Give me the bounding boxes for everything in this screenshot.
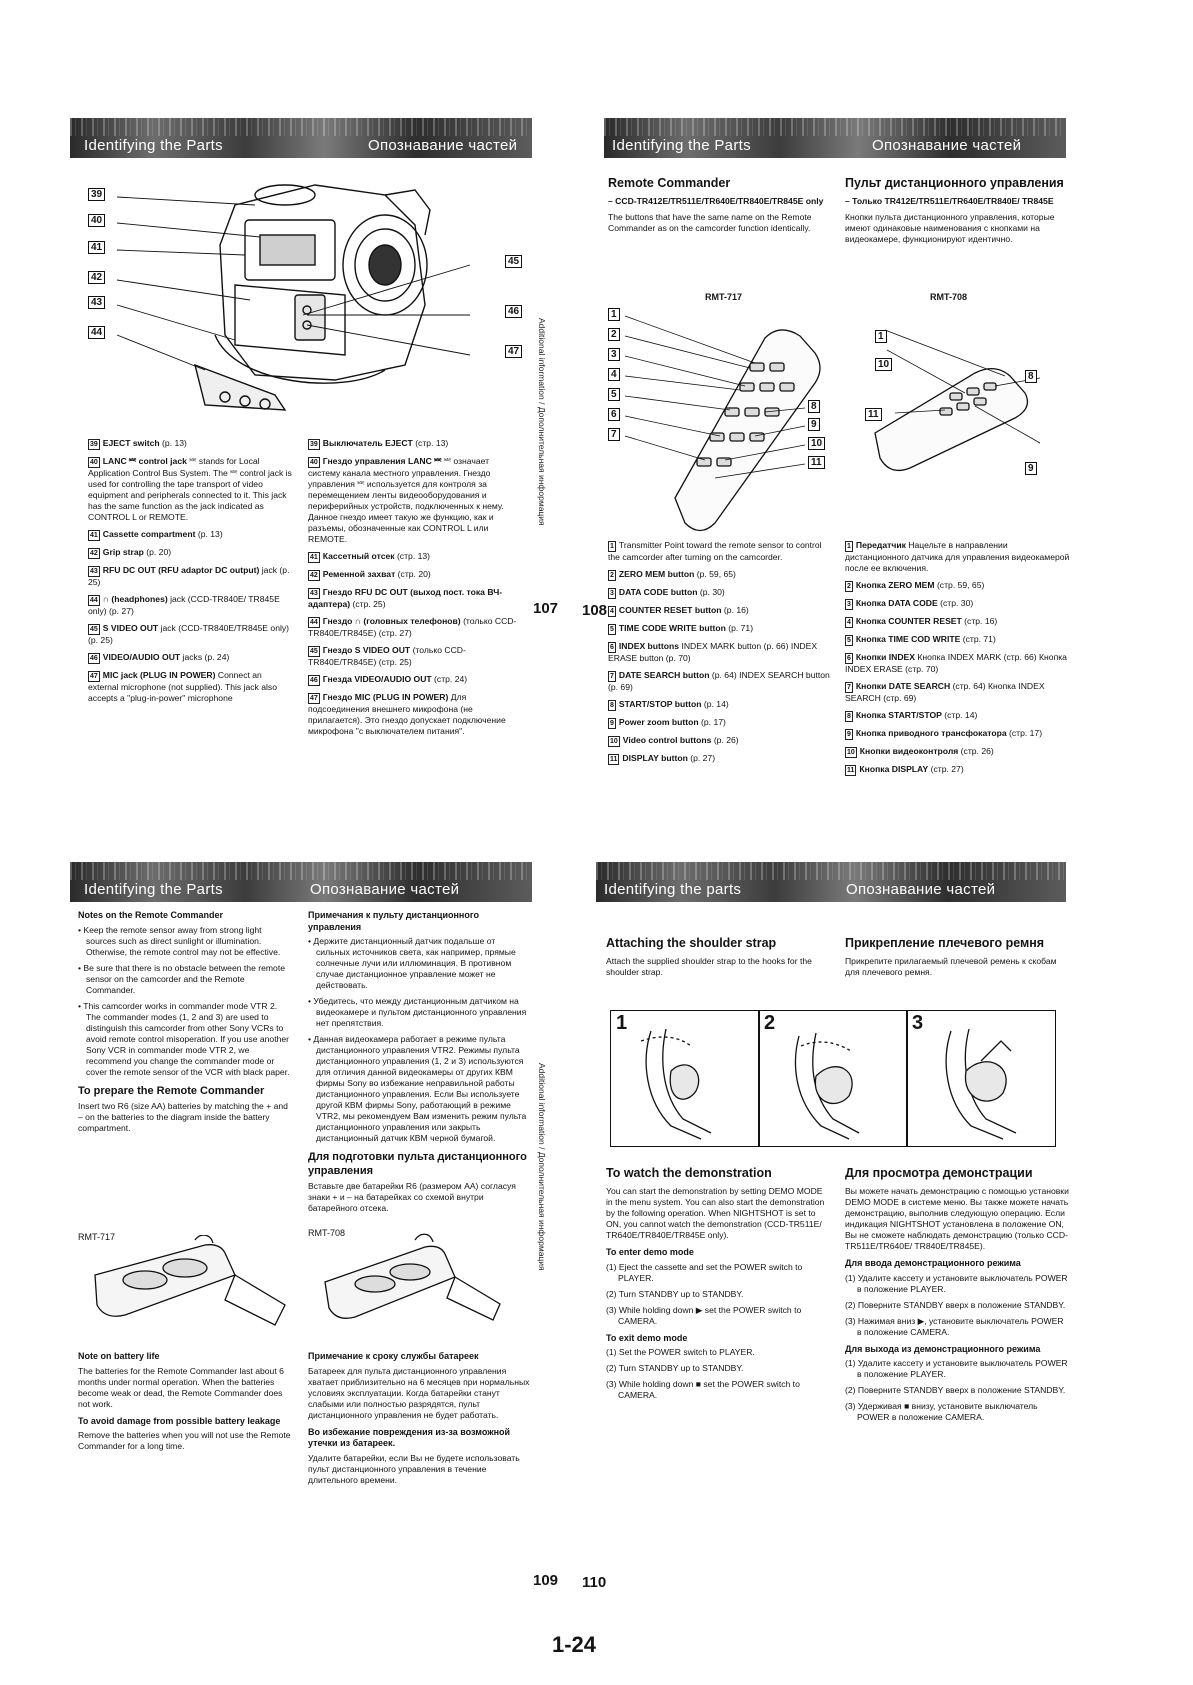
callout-46: 46: [505, 305, 522, 318]
list-item: 4 Кнопка COUNTER RESET (стр. 16): [847, 616, 998, 626]
note-bullet: • Keep the remote sensor away from strong light sources such as direct sunlight or illumination. Otherwise, the remote control may not be effective.: [78, 924, 281, 957]
note-bullet: • Be sure that there is no obstacle between the remote sensor on the camcorder and the Remote Commander.: [78, 962, 285, 995]
exit-title: Для выхода из демонстрационного режима: [845, 1343, 1041, 1354]
list-item: 46 VIDEO/AUDIO OUT jacks (p. 24): [90, 652, 230, 662]
callout-9: 9: [808, 418, 820, 431]
callout-40: 40: [88, 214, 105, 227]
demo-text: Вы можете начать демонстрацию с помощью установки DEMO MODE в системе меню. Вы также можете начать демонстрацию, выполнив следующую операцию. Если индикация NIGHTSHOT установлена в положение ON, Вы не сможете наблюдать демонстрацию (только CCD-TR511E/TR640E/ TR840E/TR845E).: [845, 1186, 1069, 1251]
banner-title-en: Identifying the parts: [604, 881, 742, 898]
prepare-text: Вставьте две батарейки R6 (размером AA) согласуя знаки + и – на батарейках со схемой внутри батарейного отсека.: [308, 1181, 516, 1214]
callout-10: 10: [808, 437, 825, 450]
list-item: 47 Гнездо MIC (PLUG IN POWER) Для подсоединения внешнего микрофона (не прилагается). Это гнездо допускает подключение микрофона "с выключателем питания".: [308, 692, 506, 736]
banner-title-en: Identifying the Parts: [612, 137, 751, 154]
banner-p107: [70, 118, 532, 158]
enter-step: (1) Удалите кассету и установите выключатель POWER в положение PLAYER.: [845, 1272, 1068, 1294]
step-number-1: 1: [616, 1012, 628, 1034]
exit-step: (3) While holding down ■ set the POWER switch to CAMERA.: [606, 1379, 800, 1401]
remote-717-illustration: [605, 308, 835, 538]
page-number-110: 110: [582, 1574, 607, 1591]
list-item: 5 TIME CODE WRITE button (p. 71): [610, 623, 754, 633]
p110-attach-ru: [845, 935, 1070, 983]
p108-en-list: [608, 540, 833, 771]
banner-p108: [604, 118, 1066, 158]
list-item: 7 DATE SEARCH button (p. 64) INDEX SEARCH button (p. 69): [608, 670, 830, 692]
battery-insert-717-illustration: [85, 1235, 295, 1335]
callout-9: 9: [1025, 462, 1037, 475]
p110-demo-en: [606, 1165, 831, 1406]
attach-text: Прикрепите прилагаемый плечевой ремень к скобам для плечевого ремня.: [845, 956, 1057, 977]
note-bullet: • Убедитесь, что между дистанционным датчиком на видеокамере и пультом дистанционного управления нет препятствия.: [308, 996, 527, 1029]
shoulder-strap-illustration: [611, 1011, 1055, 1144]
callout-8: 8: [1025, 370, 1037, 383]
list-item: 39 Выключатель EJECT (стр. 13): [310, 438, 449, 448]
p107-ru-list: [308, 438, 523, 743]
callout-4: 4: [608, 368, 620, 381]
list-item: 41 Cassette compartment (p. 13): [90, 529, 223, 539]
callout-41: 41: [88, 241, 105, 254]
list-item: 10 Кнопки видеоконтроля (стр. 26): [847, 746, 994, 756]
callout-1: 1: [875, 330, 887, 343]
attach-text: Attach the supplied shoulder strap to the hooks for the shoulder strap.: [606, 956, 812, 977]
list-item: 11 DISPLAY button (p. 27): [610, 753, 716, 763]
list-item: 8 START/STOP button (p. 14): [610, 699, 729, 709]
list-item: 43 Гнездо RFU DC OUT (выход пост. тока ВЧ-адаптера) (стр. 25): [308, 587, 503, 609]
exit-title: To exit demo mode: [606, 1332, 688, 1343]
models-text: – Только TR412E/TR511E/TR640E/TR840E/ TR845E: [845, 196, 1054, 206]
list-item: 2 ZERO MEM button (p. 59, 65): [610, 569, 736, 579]
list-item: 11 Кнопка DISPLAY (стр. 27): [847, 764, 964, 774]
banner-title-en: Identifying the Parts: [84, 137, 223, 154]
exit-step: (1) Удалите кассету и установите выключатель POWER в положение PLAYER.: [845, 1358, 1068, 1380]
list-item: 8 Кнопка START/STOP (стр. 14): [847, 710, 978, 720]
attach-title: Прикрепление плечевого ремня: [845, 936, 1045, 950]
leak-text: Удалите батарейки, если Вы не будете использовать пульт дистанционного управления в течение длительного времени.: [308, 1452, 520, 1485]
list-item: 39 EJECT switch (p. 13): [90, 438, 187, 448]
callout-5: 5: [608, 388, 620, 401]
list-item: 1 Transmitter Point toward the remote sensor to control the camcorder after turning on the camcorder.: [608, 540, 822, 562]
leak-text: Remove the batteries when you will not use the Remote Commander for a long time.: [78, 1430, 291, 1452]
p109-ru-battery: [308, 1345, 530, 1491]
callout-11: 11: [865, 408, 882, 421]
desc-text: Кнопки пульта дистанционного управления, которые имеют одинаковые наименования с кнопками на видеокамере, функционируют идентично.: [845, 212, 1055, 244]
step-number-3: 3: [912, 1012, 924, 1034]
sheet-number: 1-24: [552, 1632, 597, 1657]
p108-intro-en: [608, 175, 833, 239]
list-item: 45 S VIDEO OUT jack (CCD-TR840E/TR845E only) (p. 25): [88, 623, 290, 645]
list-item: 47 MIC jack (PLUG IN POWER) Connect an external microphone (not supplied). This jack also accepts a "plug-in-power" microphone: [88, 670, 277, 703]
p107-en-list: [88, 438, 293, 710]
list-item: 3 DATA CODE button (p. 30): [610, 587, 725, 597]
banner-p110: [596, 862, 1066, 902]
callout-44: 44: [88, 326, 105, 339]
p109-en-column: [78, 910, 293, 1139]
list-item: 7 Кнопки DATE SEARCH (стр. 64) Кнопка INDEX SEARCH (стр. 69): [845, 681, 1045, 703]
rmt-717-label-p109: RMT-717: [78, 1232, 116, 1242]
callout-7: 7: [608, 428, 620, 441]
list-item: 9 Кнопка приводного трансфокатора (стр. 17): [847, 728, 1043, 738]
exit-step: (1) Set the POWER switch to PLAYER.: [606, 1347, 755, 1358]
section-title: Remote Commander: [608, 176, 731, 190]
list-item: 3 Кнопка DATA CODE (стр. 30): [847, 598, 974, 608]
battery-title: Note on battery life: [78, 1351, 160, 1361]
banner-title-ru: Опознавание частей: [846, 881, 996, 898]
notes-title: Notes on the Remote Commander: [78, 910, 224, 920]
callout-42: 42: [88, 271, 105, 284]
battery-text: Батареек для пульта дистанционного управления хватает приблизительно на 6 месяцев при нормальных условиях эксплуатации. Когда батарейки станут слабыми или полностью разрядятся, пульт дистанционного управления не будет работать.: [308, 1365, 530, 1420]
enter-step: (3) Нажимая вниз ▶, установите выключатель POWER в положение CAMERA.: [845, 1315, 1064, 1337]
section-title: Пульт дистанционного управления: [845, 176, 1064, 190]
list-item: 44 ∩ (headphones) jack (CCD-TR840E/ TR845E only) (p. 27): [88, 594, 280, 616]
demo-title: Для просмотра демонстрации: [845, 1166, 1033, 1180]
banner-title-ru: Опознавание частей: [872, 137, 1022, 154]
note-bullet: • This camcorder works in commander mode VTR 2. The commander modes (1, 2 and 3) are used to distinguish this camcorder from other Sony VCRs to avoid remote control misoperation. If you use another Sony VCR in commander mode VTR 2, we recommend you change the commander mode or cover the remote sensor of the VCR with black paper.: [78, 1000, 290, 1077]
rmt-708-label-p109: RMT-708: [308, 1228, 346, 1238]
callout-39: 39: [88, 188, 105, 201]
list-item: 4 COUNTER RESET button (p. 16): [610, 605, 749, 615]
list-item: 40 Гнездо управления LANC ⎃ ⎃ означает систему канала местного управления. Гнездо управления ⎃ используется для контроля за перемещением ленты видеооборудования и периферийных устройств, подключенных к нему. Данное гнездо имеет такую же функцию, как и разъемы, обозначенные как CONTROL L или REMOTE.: [308, 456, 504, 544]
rmt-717-label: RMT-717: [705, 292, 743, 302]
battery-title: Примечание к сроку службы батареек: [308, 1351, 479, 1361]
prepare-title: Для подготовки пульта дистанционного управления: [308, 1151, 527, 1178]
list-item: 41 Кассетный отсек (стр. 13): [310, 551, 431, 561]
attach-title: Attaching the shoulder strap: [606, 936, 777, 950]
callout-2: 2: [608, 328, 620, 341]
exit-step: (2) Поверните STANDBY вверх в положение STANDBY.: [845, 1385, 1066, 1396]
list-item: 6 Кнопки INDEX Кнопка INDEX MARK (стр. 66) Кнопка INDEX ERASE (стр. 70): [845, 652, 1067, 674]
list-item: 10 Video control buttons (p. 26): [610, 735, 739, 745]
list-item: 1 Передатчик Нацельте в направлении дистанционного датчика для управления видеокамерой после ее включения.: [845, 540, 1070, 573]
enter-title: To enter demo mode: [606, 1247, 694, 1257]
enter-title: Для ввода демонстрационного режима: [845, 1258, 1021, 1268]
p110-demo-ru: [845, 1165, 1070, 1428]
list-item: 6 INDEX buttons INDEX MARK button (p. 66) INDEX ERASE button (p. 70): [608, 641, 818, 663]
notes-title: Примечания к пульту дистанционного управления: [308, 910, 479, 932]
models-text: – CCD-TR412E/TR511E/TR640E/TR840E/TR845E only: [608, 196, 824, 206]
list-item: 43 RFU DC OUT (RFU adaptor DC output) jack (p. 25): [88, 565, 290, 587]
list-item: 46 Гнезда VIDEO/AUDIO OUT (стр. 24): [310, 674, 468, 684]
leak-title: Во избежание повреждения из-за возможной утечки из батареек.: [308, 1426, 511, 1449]
callout-47: 47: [505, 345, 522, 358]
enter-step: (2) Поверните STANDBY вверх в положение STANDBY.: [845, 1299, 1066, 1310]
exit-step: (2) Turn STANDBY up to STANDBY.: [606, 1363, 744, 1374]
banner-title-ru: Опознавание частей: [310, 881, 460, 898]
page-number-108: 108: [582, 602, 608, 619]
note-bullet: • Данная видеокамера работает в режиме пульта дистанционного управления VTR2. Режимы пульта дистанционного управления (1, 2 и 3) используются для отличия данной видеокамеры от других КВМ фирмы Sony во избежание неправильной работы дистанционного управления. Если Вы используете другой КВМ фирмы Sony, работающий в режиме VTR2, мы рекомендуем Вам изменить режим пульта дистанционного управления или закрыть дистанционный датчик КВМ черной бумагой.: [308, 1034, 527, 1144]
camcorder-illustration: [85, 165, 525, 415]
rmt-708-label: RMT-708: [930, 292, 968, 302]
note-bullet: • Держите дистанционный датчик подальше от сильных источников света, как например, прямые солнечные лучи или иллюминация. В противном случае дистанционное управление может не действовать.: [308, 936, 516, 991]
callout-10: 10: [875, 358, 892, 371]
p108-ru-list: [845, 540, 1070, 782]
p110-attach-en: [606, 935, 831, 983]
demo-title: To watch the demonstration: [606, 1166, 772, 1180]
prepare-title: To prepare the Remote Commander: [78, 1084, 265, 1097]
prepare-text: Insert two R6 (size AA) batteries by matching the + and – on the batteries to the diagram inside the battery compartment.: [78, 1100, 288, 1133]
list-item: 5 Кнопка TIME COD WRITE (стр. 71): [847, 634, 996, 644]
banner-p109: [70, 862, 532, 902]
battery-text: The batteries for the Remote Commander last about 6 months under normal operation. When the batteries become weak or dead, the Remote Commander does not work.: [78, 1365, 284, 1409]
list-item: 42 Grip strap (p. 20): [90, 547, 172, 557]
desc-text: The buttons that have the same name on the Remote Commander as on the camcorder function identically.: [608, 212, 812, 233]
list-item: 2 Кнопка ZERO MEM (стр. 59, 65): [847, 580, 985, 590]
side-text-p109: Additional information / Дополнительная информация: [537, 1063, 547, 1271]
page-number-107: 107: [533, 600, 559, 617]
banner-title-ru: Опознавание частей: [368, 137, 518, 154]
p109-ru-column: [308, 910, 530, 1219]
callout-1: 1: [608, 308, 620, 321]
callout-3: 3: [608, 348, 620, 361]
demo-text: You can start the demonstration by setting DEMO MODE in the menu system. You can also start the demonstration by the following operation. When NIGHTSHOT is set to ON, you cannot watch the demonstration (CCD-TR511E/ TR640E/TR840E/TR845E only).: [606, 1186, 825, 1240]
enter-step: (2) Turn STANDBY up to STANDBY.: [606, 1288, 744, 1299]
callout-43: 43: [88, 296, 105, 309]
side-text-p107: Additional information / Дополнительная информация: [537, 318, 547, 526]
list-item: 9 Power zoom button (p. 17): [610, 717, 726, 727]
enter-step: (3) While holding down ▶ set the POWER switch to CAMERA.: [606, 1304, 802, 1326]
banner-title-en: Identifying the Parts: [84, 881, 223, 898]
callout-6: 6: [608, 408, 620, 421]
list-item: 42 Ременной захват (стр. 20): [310, 569, 431, 579]
p109-en-battery: [78, 1345, 293, 1457]
list-item: 45 Гнездо S VIDEO OUT (только CCD-TR840E/TR845E) (стр. 25): [308, 645, 466, 667]
enter-step: (1) Eject the cassette and set the POWER switch to PLAYER.: [606, 1261, 803, 1283]
battery-insert-708-illustration: [315, 1232, 515, 1332]
list-item: 44 Гнездо ∩ (головных телефонов) (только CCD-TR840E/TR845E) (стр. 27): [308, 616, 517, 638]
callout-8: 8: [808, 400, 820, 413]
page-number-109: 109: [533, 1572, 559, 1589]
leak-title: To avoid damage from possible battery leakage: [78, 1415, 281, 1426]
p108-intro-ru: [845, 175, 1070, 250]
exit-step: (3) Удерживая ■ внизу, установите выключатель POWER в положение CAMERA.: [845, 1401, 1038, 1423]
list-item: 40 LANC ⎃ control jack ⎃ stands for Local Application Control Bus System. The ⎃ control jack is used for controlling the tape transport of video equipment and peripherals connected to it. This jack has the same function as the jack indicated as CONTROL L or REMOTE.: [88, 456, 292, 522]
step-number-2: 2: [764, 1012, 776, 1034]
callout-11: 11: [808, 456, 825, 469]
callout-45: 45: [505, 255, 522, 268]
